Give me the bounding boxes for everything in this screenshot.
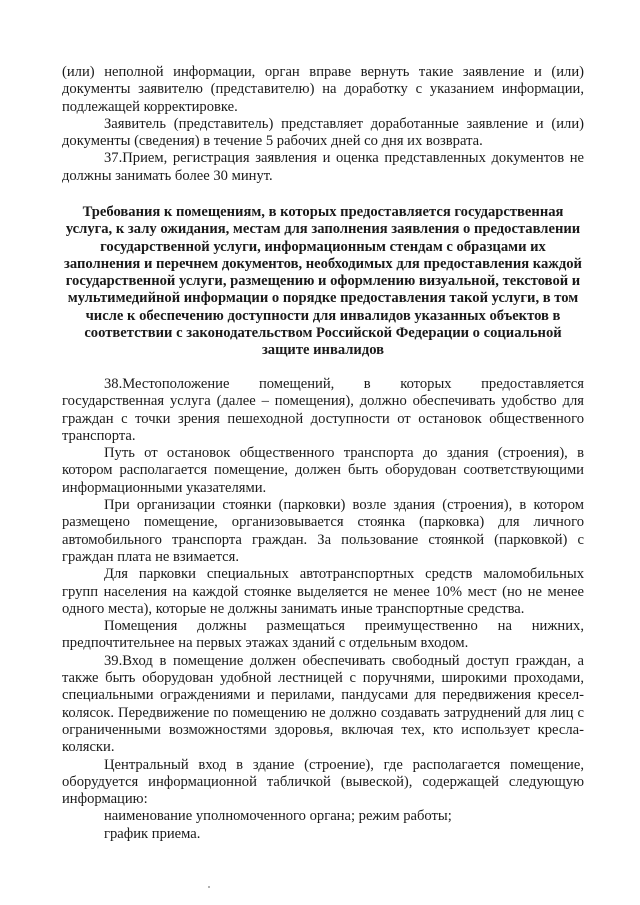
- top-section: [62, 64, 584, 185]
- paragraph-entrance: Центральный вход в здание (строение), где располагается помещение, оборудуется информационной табличкой (вывеской), содержащей следующую информацию:: [62, 756, 584, 808]
- paragraph-special-parking: Для парковки специальных автотранспортных средств маломобильных групп населения на каждой стоянке выделяется не менее 10% мест (но не менее одного места), которые не должны занимать иные транспортные средства.: [62, 566, 584, 617]
- body-section: [62, 376, 584, 843]
- list-item: наименование уполномоченного органа; режим работы;: [104, 808, 452, 825]
- scan-speck: [208, 886, 210, 888]
- paragraph-continuation: (или) неполной информации, орган вправе вернуть такие заявление и (или) документы заявителю (представителю) на доработку с указанием информации, подлежащей корректировке.: [62, 64, 584, 115]
- section-heading: Требования к помещениям, в которых предоставляется государственная услуга, к залу ожидания, местам для заполнения заявления о предоставлении государственной услуги, информационным стендам с образцами их заполнения и перечнем документов, необходимых для предоставления каждой государственной услуги, размещению и оформлению визуальной, текстовой и мультимедийной информации о порядке предоставления такой услуги, в том числе к обеспечению доступности для инвалидов указанных объектов в соответствии с законодательством Российской Федерации о социальной защите инвалидов: [64, 204, 582, 359]
- section-heading-block: [62, 204, 584, 360]
- paragraph-resubmission: Заявитель (представитель) представляет доработанные заявление и (или) документы (сведения) в течение 5 рабочих дней со дня их возврата.: [62, 115, 584, 150]
- list-item: график приема.: [104, 825, 201, 842]
- paragraph-parking: При организации стоянки (парковки) возле здания (строения), в котором размещено помещение, организовывается стоянка (парковка) для личного автомобильного транспорта граждан. За пользование стоянкой (парковкой) с граждан плата не взимается.: [62, 497, 584, 565]
- paragraph-38: 38.Местоположение помещений, в которых предоставляется государственная услуга (далее – помещения), должно обеспечивать удобство для граждан с точки зрения пешеходной доступности от остановок общественного транспорта.: [62, 376, 584, 444]
- paragraph-path: Путь от остановок общественного транспорта до здания (строения), в котором располагается помещение, должен быть оборудован соответствующими информационными указателями.: [62, 445, 584, 496]
- paragraph-39: 39.Вход в помещение должен обеспечивать свободный доступ граждан, а также быть оборудован удобной лестницей с поручнями, широкими проходами, специальными ограждениями и перилами, пандусами для передвижения кресел-колясок. Передвижение по помещению не должно создавать затруднений для лиц с ограниченными возможностями здоровья, включая тех, кто использует кресла- коляски.: [62, 652, 584, 756]
- paragraph-37: 37.Прием, регистрация заявления и оценка представленных документов не должны занимать более 30 минут.: [62, 150, 584, 184]
- paragraph-floors: Помещения должны размещаться преимущественно на нижних, предпочтительнее на первых этажах зданий с отдельным входом.: [62, 618, 584, 652]
